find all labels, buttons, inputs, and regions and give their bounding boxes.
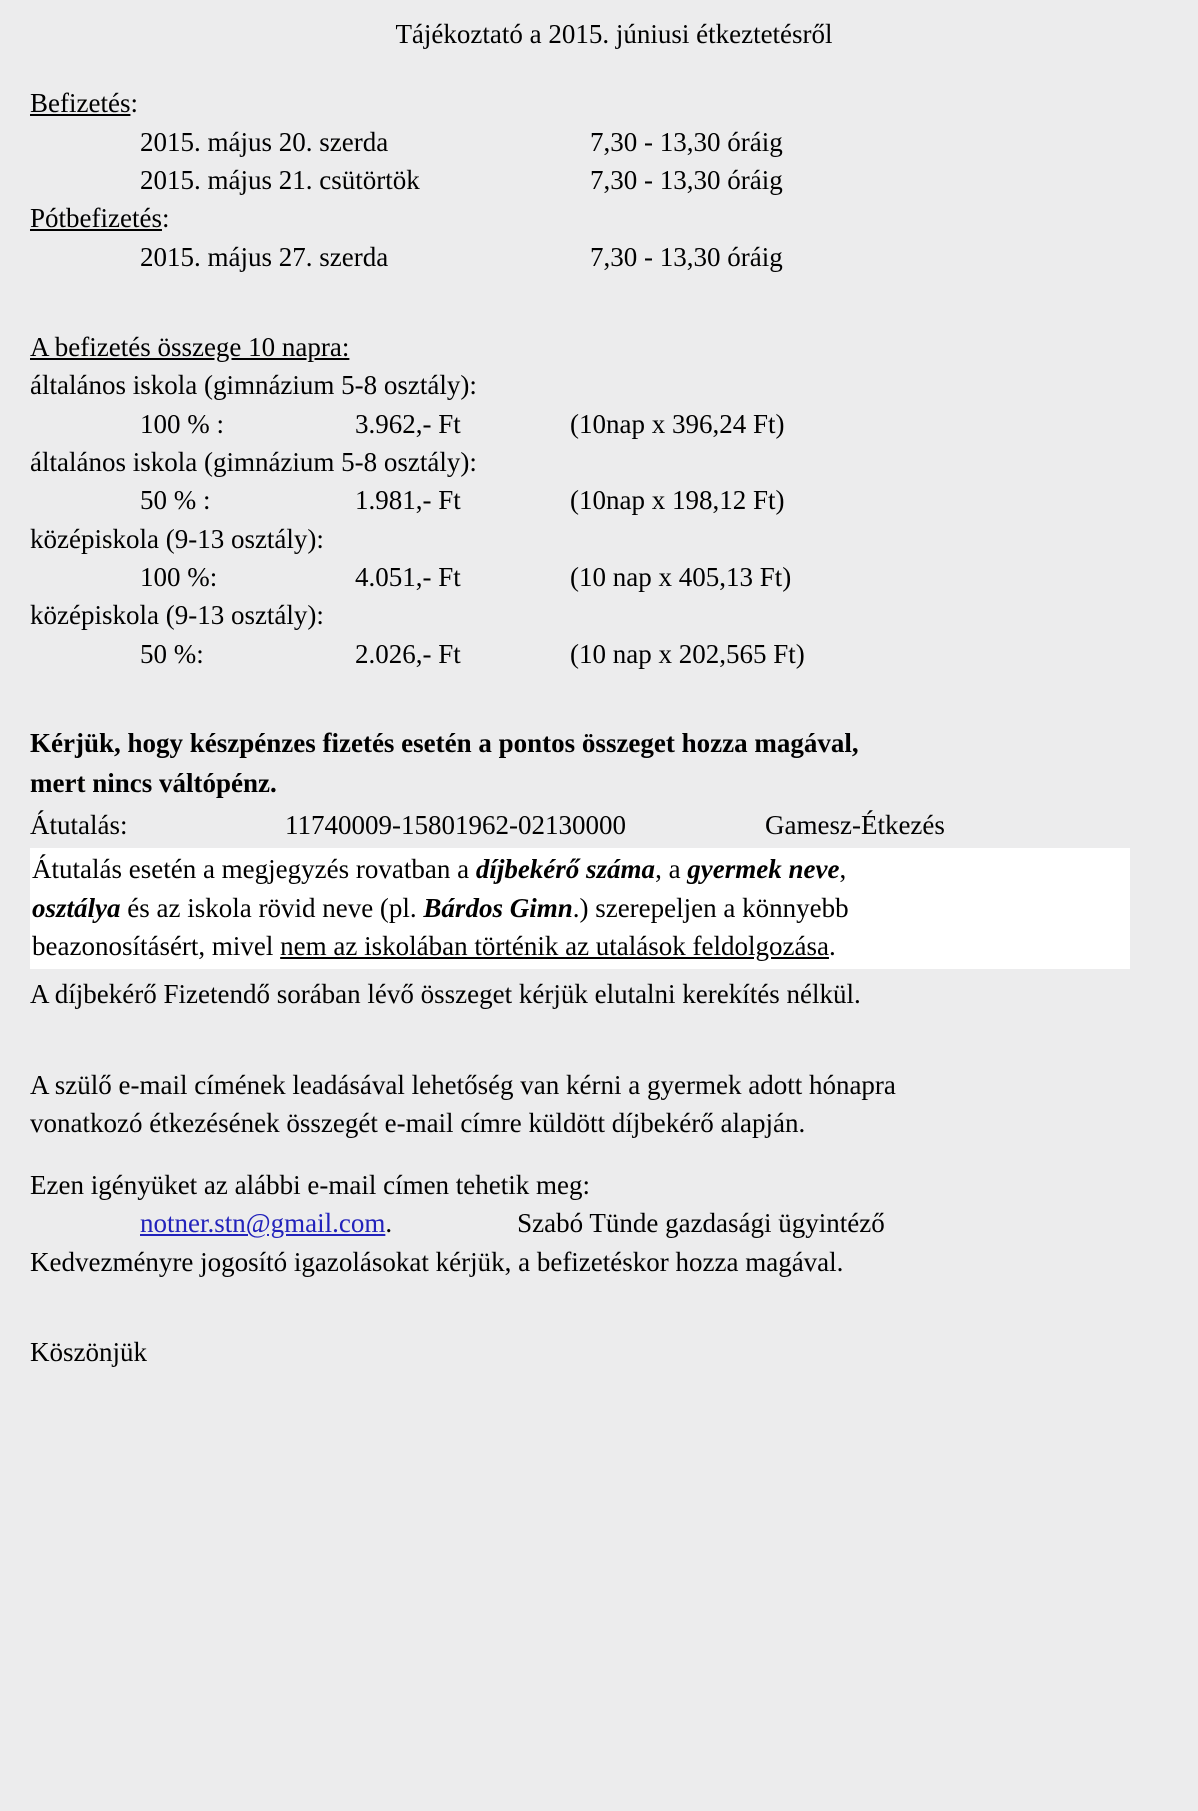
spacer <box>30 1142 1158 1166</box>
email-info-line-2: vonatkozó étkezésének összegét e-mail címre küldött díjbekérő alapján. <box>30 1107 806 1138</box>
payment-heading <box>30 84 1158 122</box>
payment-time: 7,30 - 13,30 óráig <box>590 165 783 196</box>
payment-heading-label: Befizetés <box>30 88 131 119</box>
amount-heading <box>30 328 1158 366</box>
payment-date: 2015. május 21. csütörtök <box>140 165 420 196</box>
payment-heading-colon: : <box>130 88 138 119</box>
fee-row <box>30 405 1158 443</box>
late-payment-time: 7,30 - 13,30 óráig <box>590 241 783 272</box>
contact-person: Szabó Tünde gazdasági ügyintéző <box>517 1208 885 1239</box>
late-payment-row <box>30 238 1158 276</box>
fee-calc: (10nap x 396,24 Ft) <box>570 408 785 439</box>
note-emphasis-class: osztálya <box>32 892 121 923</box>
note-emphasis-invoice-number: díjbekérő száma <box>475 854 656 885</box>
late-payment-heading-colon: : <box>161 203 170 234</box>
fee-school-label: középiskola (9-13 osztály): <box>30 600 324 631</box>
transfer-account-name: Gamesz-Étkezés <box>765 809 945 840</box>
spacer <box>30 1014 1158 1066</box>
email-request-line: Ezen igényüket az alábbi e-mail címen tehetik meg: <box>30 1170 591 1201</box>
cash-notice-line-1: Kérjük, hogy készpénzes fizetés esetén a pontos összeget hozza magával, <box>30 727 859 758</box>
payment-time: 7,30 - 13,30 óráig <box>590 126 783 157</box>
fee-amount: 4.051,- Ft <box>355 562 461 592</box>
note-text-part-3: , <box>839 854 847 885</box>
note-underlined-text: nem az iskolában történik az utalások feldolgozása <box>280 930 829 961</box>
transfer-note-box <box>30 848 1130 969</box>
note-emphasis-school-example: Bárdos Gimn <box>423 892 573 923</box>
amount-heading-label: A befizetés összege 10 napra: <box>30 332 350 363</box>
fee-calc: (10 nap x 405,13 Ft) <box>570 562 792 592</box>
email-info-line-1: A szülő e-mail címének leadásával lehetőség van kérni a gyermek adott hónapra <box>30 1069 896 1100</box>
fee-amount: 3.962,- Ft <box>355 408 461 439</box>
note-text-part-1: Átutalás esetén a megjegyzés rovatban a <box>32 854 476 885</box>
note-text-part-7: . <box>828 930 836 961</box>
fee-row <box>30 481 1158 519</box>
transfer-account-number: 11740009-15801962-02130000 <box>285 809 626 840</box>
fee-calc: (10nap x 198,12 Ft) <box>570 485 785 516</box>
late-payment-heading <box>30 199 1158 237</box>
late-payment-heading-label: Pótbefizetés <box>30 203 162 234</box>
page-title: Tájékoztató a 2015. júniusi étkeztetésről <box>395 19 833 49</box>
spacer <box>30 673 1158 725</box>
fee-row <box>30 558 1158 596</box>
fee-percent: 100 % : <box>140 408 224 439</box>
email-link[interactable]: notner.stn@gmail.com <box>140 1208 386 1239</box>
fee-percent: 50 %: <box>140 638 204 669</box>
spacer <box>30 1281 1158 1333</box>
discount-note: Kedvezményre jogosító igazolásokat kérjük, a befizetéskor hozza magával. <box>30 1246 844 1277</box>
payment-row <box>30 123 1158 161</box>
transfer-row <box>30 806 1158 844</box>
fee-school-label: általános iskola (gimnázium 5-8 osztály): <box>30 447 477 478</box>
fee-row <box>30 635 1158 673</box>
email-suffix: . <box>385 1208 393 1239</box>
cash-notice-line-2: mert nincs váltópénz. <box>30 768 277 799</box>
rounding-note: A díjbekérő Fizetendő sorában lévő összeget kérjük elutalni kerekítés nélkül. <box>30 979 861 1010</box>
fee-calc: (10 nap x 202,565 Ft) <box>570 638 805 669</box>
transfer-label: Átutalás: <box>30 809 128 840</box>
fee-amount: 1.981,- Ft <box>355 485 461 516</box>
fee-percent: 50 % : <box>140 485 211 516</box>
payment-row <box>30 161 1158 199</box>
note-text-part-2: , a <box>655 854 688 885</box>
closing-text: Köszönjük <box>30 1337 147 1368</box>
note-emphasis-child-name: gyermek neve <box>687 854 840 885</box>
fee-percent: 100 %: <box>140 562 218 592</box>
note-text-part-6: beazonosításért, mivel <box>32 930 281 961</box>
payment-date: 2015. május 20. szerda <box>140 126 389 157</box>
note-text-part-4: és az iskola rövid neve (pl. <box>120 892 424 923</box>
fee-amount: 2.026,- Ft <box>355 638 461 669</box>
note-text-part-5: .) szerepeljen a könnyebb <box>572 892 849 923</box>
spacer <box>30 276 1158 328</box>
fee-school-label: általános iskola (gimnázium 5-8 osztály): <box>30 370 477 401</box>
fee-school-label: középiskola (9-13 osztály): <box>30 523 324 554</box>
late-payment-date: 2015. május 27. szerda <box>140 241 389 272</box>
contact-row <box>30 1204 1158 1242</box>
